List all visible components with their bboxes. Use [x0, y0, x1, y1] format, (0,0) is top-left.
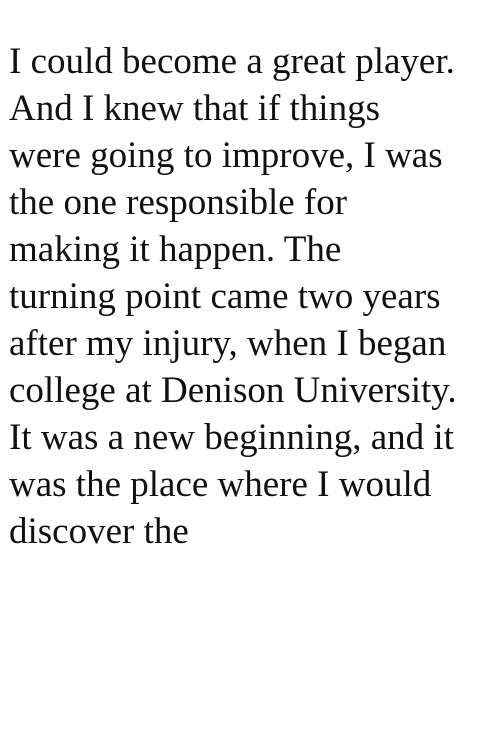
text-line-9: It was a new beginning, and it [9, 417, 454, 458]
text-line-5: making it happen. The [9, 229, 342, 270]
text-line-10: was the place where I would [9, 464, 432, 505]
text-line-11: discover the [9, 511, 189, 552]
text-line-4: the one responsible for [9, 182, 348, 223]
text-line-8: college at Denison University. [9, 370, 457, 411]
text-line-3: were going to improve, I was [9, 135, 443, 176]
text-line-6: turning point came two years [9, 276, 441, 317]
text-line-7: after my injury, when I began [9, 323, 447, 364]
text-line-2: And I knew that if things [9, 88, 380, 129]
text-line-1: I could become a great player. [9, 41, 455, 82]
body-text [9, 38, 499, 555]
